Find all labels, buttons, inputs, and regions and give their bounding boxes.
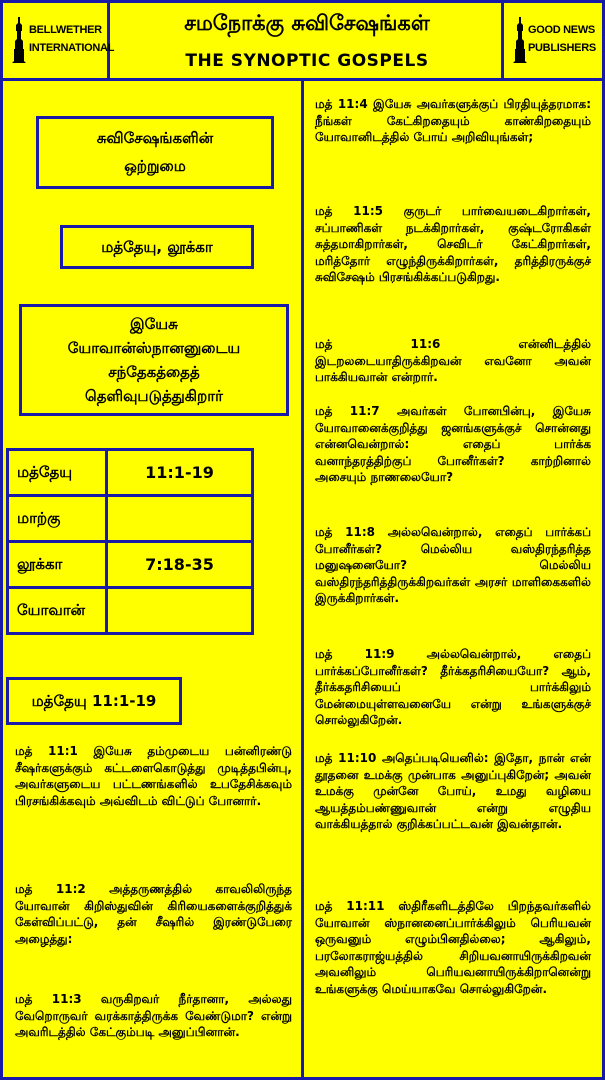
title-english: THE SYNOPTIC GOSPELS [185,51,429,71]
verse-paragraph: மத் 11:9 அல்லவென்றால், எதைப் பார்க்கப்போனீர்கள்? தீர்க்கதரிசியையோ? ஆம், தீர்க்கதரிசியைப் பார்க்கிலும் மேன்மையுள்ளவனையே என்று உங்களுக்குச் சொல்லுகிறேன். [315,647,591,728]
books-box: மத்தேயு, லூக்கா [60,225,254,269]
verse-paragraph: மத் 11:2 அத்தருணத்தில் காவலிலிருந்த யோவான் கிறிஸ்துவின் கிரியைகளைக்குறித்துக் கேள்விப்பட்டு, தன் சீஷரில் இரண்டுபேரை அழைத்து: [15,882,292,946]
book-name: மத்தேயு [8,450,107,496]
header-title-cell [110,3,504,78]
table-row [8,496,253,542]
passage-box: மத்தேயு 11:1-19 [6,677,182,725]
left-logo-line1: BELLWETHER [29,24,102,36]
verse-paragraph: மத் 11:5 குருடர் பார்வையடைகிறார்கள், சப்பாணிகள் நடக்கிறார்கள், குஷ்டரோகிகள் சுத்தமாகிறார்கள், செவிடர் கேட்கிறார்கள், மரித்தோர் எழுந்திருக்கிறார்கள், தரித்திரருக்குச் சுவிசேஷம் பிரசங்கிக்கப்படுகிறது. [315,204,591,285]
right-logo-line2: PUBLISHERS [528,42,596,54]
header-right-cell [504,3,602,78]
book-name: லூக்கா [8,542,107,588]
title-tamil: சமநோக்கு சுவிசேஷங்கள் [184,11,430,35]
header-left-cell [3,3,115,78]
book-reference [107,588,253,634]
left-logo-line2: INTERNATIONAL [29,42,115,54]
verse-paragraph: மத் 11:7 அவர்கள் போனபின்பு, இயேசு யோவானைக்குறித்து ஜனங்களுக்குச் சொன்னது என்னவென்றால்: எதைப் பார்க்க வனாந்தரத்திற்குப் போனீர்கள்? காற்றினால் அசையும் நாணலையோ? [315,404,591,485]
topic-line1: இயேசு [130,315,178,333]
bell-tower-icon [11,17,27,63]
verse-paragraph: மத் 11:4 இயேசு அவர்களுக்குப் பிரதியுத்தரமாக: நீங்கள் கேட்கிறதையும் காண்கிறதையும் யோவானிடத்தில் போய் அறிவியுங்கள்; [315,97,591,145]
harmony-line1: சுவிசேஷங்களின் [96,129,214,147]
topic-line3: சந்தேகத்தைத் [108,363,200,381]
header [3,3,602,81]
verse-paragraph: மத் 11:10 அதெப்படியெனில்: இதோ, நான் என் தூதனை உமக்கு முன்பாக அனுப்புகிறேன்; அவன் உமக்கு முன்னே போய், உமது வழியை ஆயத்தம்பண்ணுவான் என்று எழுதிய வாக்கியத்தால் குறிக்கப்பட்டவன் இவன்தான். [315,751,591,832]
verse-paragraph: மத் 11:3 வருகிறவர் நீர்தானா, அல்லது வேறொருவர் வரக்காத்திருக்க வேண்டுமா? என்று அவரிடத்தில் கேட்கும்படி அனுப்பினான். [15,992,292,1040]
table-row [8,542,253,588]
topic-box [19,304,289,416]
verse-paragraph: மத் 11:11 ஸ்திரீகளிடத்திலே பிறந்தவர்களில் யோவான் ஸ்நானனைப்பார்க்கிலும் பெரியவன் ஒருவனும் எழும்பினதில்லை; ஆகிலும், பரலோகராஜ்யத்தில் சிறியவனாயிருக்கிறவன் அவனிலும் பெரியவனாயிருக்கிறானென்று உங்களுக்கு மெய்யாகவே சொல்லுகிறேன். [315,899,591,996]
good-news-logo [510,15,604,65]
right-logo-text [528,21,596,57]
table-row [8,588,253,634]
reference-table [6,448,254,635]
left-logo-text [29,21,114,57]
book-name: யோவான் [8,588,107,634]
right-logo-line1: GOOD NEWS [528,24,595,36]
book-name: மாற்கு [8,496,107,542]
harmony-box [36,116,274,189]
bell-tower-icon [512,17,528,63]
harmony-line2: ஒற்றுமை [124,157,186,175]
verse-paragraph: மத் 11:8 அல்லவென்றால், எதைப் பார்க்கப் போனீர்கள்? மெல்லிய வஸ்திரந்தரித்த மனுஷனையோ? மெல்லிய வஸ்திரந்தரித்திருக்கிறவர்கள் அரசர் மாளிகைகளில் இருக்கிறார்கள். [315,525,591,606]
verse-paragraph: மத் 11:1 இயேசு தம்முடைய பன்னிரண்டு சீஷர்களுக்கும் கட்டளைகொடுத்து முடித்தபின்பு, அவர்களுடைய பட்டணங்களில் உபதேசிக்கவும் பிரசங்கிக்கவும் அவ்விடம் விட்டுப் போனார். [15,744,292,808]
topic-line2: யோவான்ஸ்நானனுடைய [67,339,241,357]
topic-line4: தெளிவுபடுத்துகிறார் [85,387,223,405]
book-reference [107,496,253,542]
table-row [8,450,253,496]
verse-paragraph: மத் 11:6 என்னிடத்தில் இடறலடையாதிருக்கிறவன் எவனோ அவன் பாக்கியவான் என்றார். [315,337,591,385]
column-divider [301,81,304,1080]
book-reference: 11:1-19 [107,450,253,496]
bellwether-logo [9,15,115,65]
book-reference: 7:18-35 [107,542,253,588]
